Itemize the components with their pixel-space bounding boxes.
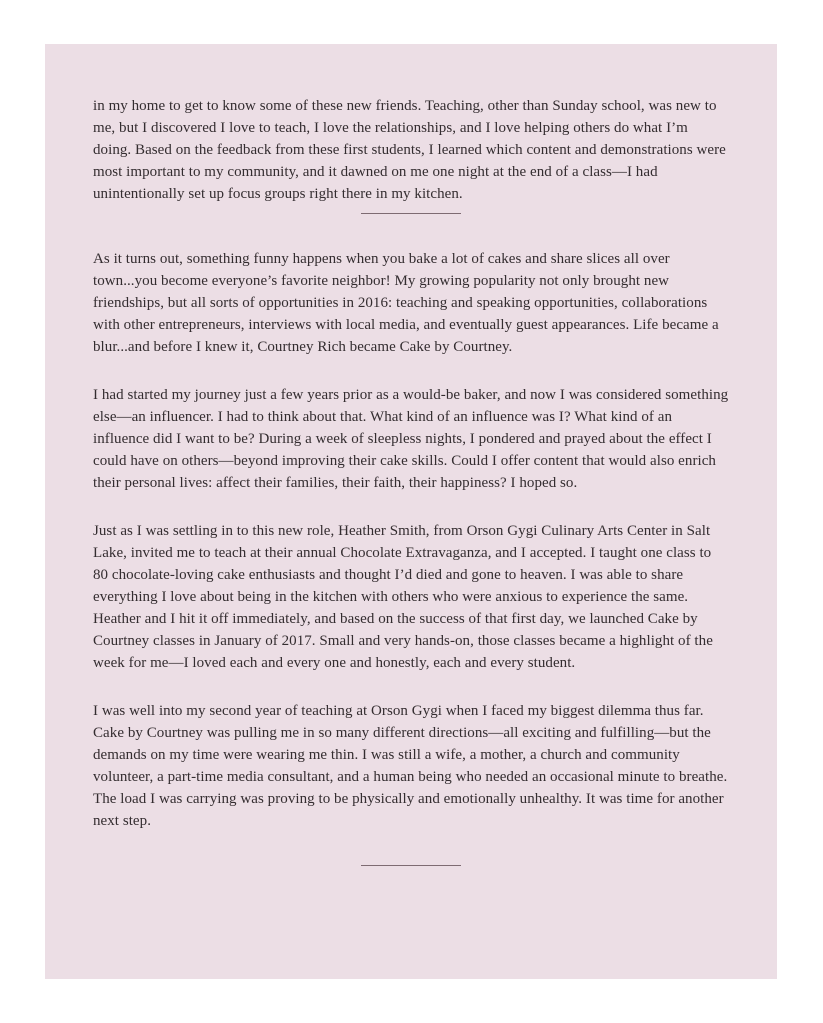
body-paragraph: As it turns out, something funny happens when you bake a lot of cakes and share slices all over town...you become everyone’s favorite neighbor! My growing popularity not only brought new friendships, but all sorts of opportunities in 2016: teaching and speaking opportunities, collaborations with other entrepreneurs, interviews with local media, and eventually guest appearances. Life became a blur...and before I knew it, Courtney Rich became Cake by Courtney.	[93, 251, 719, 355]
body-paragraph: I was well into my second year of teaching at Orson Gygi when I faced my biggest dilemma thus far. Cake by Courtney was pulling me in so many different directions—all exciting and fulfilling—but the demands on my time were wearing me thin. I was still a wife, a mother, a church and community volunteer, a part-time media consultant, and a human being who needed an occasional minute to breathe. The load I was carrying was proving to be physically and emotionally unhealthy. It was time for another next step.	[93, 703, 728, 829]
book-page-card	[45, 44, 777, 979]
body-paragraph: in my home to get to know some of these new friends. Teaching, other than Sunday school, was new to me, but I discovered I love to teach, I love the relationships, and I love helping others do what I’m doing. Based on the feedback from these first students, I learned which content and demonstrations were most important to my community, and it dawned on me one night at the end of a class—I had unintentionally set up focus groups right there in my kitchen.	[93, 98, 726, 202]
body-paragraph: Just as I was settling in to this new role, Heather Smith, from Orson Gygi Culinary Arts Center in Salt Lake, invited me to teach at their annual Chocolate Extravaganza, and I accepted. I taught one class to 80 chocolate-loving cake enthusiasts and thought I’d died and gone to heaven. I was able to share everything I love about being in the kitchen with others who were anxious to experience the same. Heather and I hit it off immediately, and based on the success of that first day, we launched Cake by Courtney classes in January of 2017. Small and very hands-on, those classes became a highlight of the week for me—I loved each and every one and honestly, each and every student.	[93, 523, 713, 671]
body-paragraph: I had started my journey just a few years prior as a would-be baker, and now I was considered something else—an influencer. I had to think about that. What kind of an influence was I? What kind of an influence did I want to be? During a week of sleepless nights, I pondered and prayed about the effect I could have on others—beyond improving their cake skills. Could I offer content that would also enrich their personal lives: affect their families, their faith, their happiness? I hoped so.	[93, 387, 729, 491]
section-divider	[361, 213, 461, 214]
section-divider	[361, 865, 461, 866]
